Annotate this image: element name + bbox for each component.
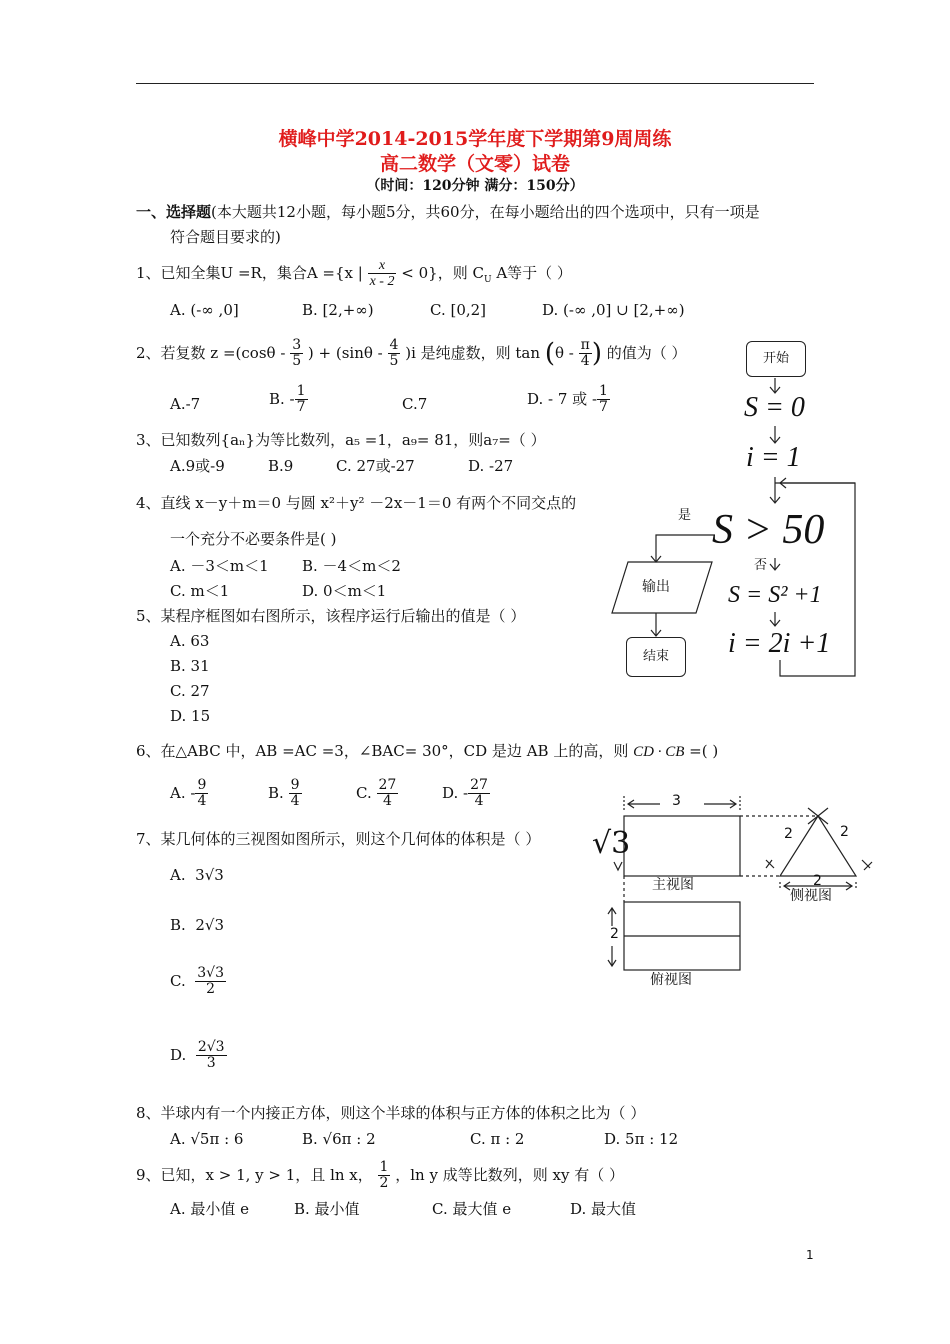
top-view-label: 俯视图	[650, 972, 692, 988]
q1-stem: 1、已知全集U =R，集合A ={x | $\frac{x}{x - 2}$ < 0}，则 $C_U$ A等于（ ）	[136, 258, 572, 290]
q8-option-c[interactable]: C. π : 2	[470, 1130, 525, 1148]
flowchart-update-s: S = S² +1	[728, 582, 822, 608]
q9-option-d[interactable]: D. 最大值	[570, 1200, 637, 1218]
side-view-label: 侧视图	[790, 888, 832, 904]
q2-stem-text: 2、若复数 z =(cosθ -	[136, 343, 286, 362]
q1-option-a[interactable]: A. (-∞ ,0]	[170, 301, 239, 319]
q3-stem: 3、已知数列{aₙ}为等比数列，a₅ =1，a₉= 81，则a₇=（ ）	[136, 431, 546, 449]
q6-option-d[interactable]: D. - $\frac{27}{4}$	[442, 777, 488, 810]
q9-stem-text: 9、已知，x > 1, y > 1，且 ln x，	[136, 1165, 373, 1184]
q1-stem-end: A等于（ ）	[496, 263, 572, 282]
q7-option-c[interactable]: C. $\frac{3√3}{2}$	[170, 965, 225, 998]
q8-option-b[interactable]: B. √6π : 2	[302, 1130, 376, 1148]
q9-option-a[interactable]: A. 最小值 e	[170, 1200, 250, 1218]
q5-option-d[interactable]: D. 15	[170, 707, 211, 725]
front-view-label: 主视图	[652, 877, 694, 893]
title-line-1: 横峰中学2014-2015学年度下学期第9周周练	[278, 128, 672, 150]
flowchart-update-i: i = 2i +1	[728, 628, 831, 659]
q5-option-c[interactable]: C. 27	[170, 682, 210, 700]
q2-stem-end: 的值为（ ）	[606, 343, 687, 362]
q9-stem	[136, 1160, 624, 1192]
q6-vector-product: CD · CB	[633, 744, 685, 760]
q2-fraction-2: $\frac{4}{5}$	[389, 337, 399, 370]
q7-stem: 7、某几何体的三视图如图所示，则这个几何体的体积是（ ）	[136, 830, 541, 848]
q4-option-d[interactable]: D. 0＜m＜1	[302, 582, 387, 600]
q2-option-a[interactable]: A.-7	[170, 395, 201, 413]
top-rule	[136, 83, 814, 84]
dim-side-right: 2	[840, 824, 849, 840]
flowchart-output: 输出	[642, 579, 670, 595]
flowchart-start: 开始	[746, 341, 806, 377]
dim-front-width: 3	[672, 793, 681, 809]
q2-fraction-1: $\frac{3}{5}$	[292, 337, 302, 370]
q3-option-c[interactable]: C. 27或-27	[336, 457, 415, 475]
q7-option-a[interactable]: A. 3√3	[170, 866, 224, 884]
q2-stem: 2、若复数 z =(cosθ - $\frac{3}{5}$ ) + (sinθ - $\frac{4}{5}$ )i 是纯虚数，则 tan (θ - $\frac{\pi}{4}$ ) 的值为（ ）	[136, 337, 687, 370]
q5-stem: 5、某程序框图如右图所示，该程序运行后输出的值是（ ）	[136, 607, 526, 625]
q2-tan-arg: θ -	[554, 343, 574, 362]
q8-option-d[interactable]: D. 5π : 12	[604, 1130, 679, 1148]
flowchart-s-init: S = 0	[744, 392, 805, 423]
q1-option-d[interactable]: D. (-∞ ,0] ∪ [2,+∞)	[542, 301, 685, 319]
q9-option-b[interactable]: B. 最小值	[294, 1200, 360, 1218]
flowchart-yes-label: 是	[678, 508, 692, 523]
q1-fraction: $\frac{x}{x - 2}$	[369, 258, 395, 290]
q8-stem: 8、半球内有一个内接正方体，则这个半球的体积与正方体的体积之比为（ ）	[136, 1104, 646, 1122]
section-1-label: 一、选择题	[136, 203, 212, 221]
q9-fraction: $\frac{1}{2}$	[379, 1159, 389, 1192]
flowchart-no-label: 否	[754, 558, 768, 573]
title-line-2: 高二数学（文零）试卷	[379, 153, 570, 175]
dim-side-base: 2	[813, 873, 822, 889]
q3-option-d[interactable]: D. -27	[468, 457, 514, 475]
q2-stem-mid: ) + (sinθ -	[307, 343, 383, 362]
q7-option-b[interactable]: B. 2√3	[170, 916, 224, 934]
q6-stem-text: 6、在△ABC 中，AB =AC =3，∠BAC= 30°，CD 是边 AB 上的高，则	[136, 742, 629, 760]
exam-meta: （时间：120分钟 满分：150分）	[366, 178, 584, 194]
q1-stem-tail: < 0}，则 C	[401, 263, 484, 282]
q2-option-d[interactable]: D. - 7 或 - $\frac{1}{7}$	[527, 383, 608, 416]
q1-stem-text: 1、已知全集U =R，集合A ={x |	[136, 263, 363, 282]
dim-top-depth: 2	[610, 926, 619, 942]
q5-option-a[interactable]: A. 63	[170, 632, 210, 650]
q6-option-c[interactable]: C. $\frac{27}{4}$	[356, 777, 397, 810]
section-1-desc-2: 符合题目要求的)	[170, 228, 281, 246]
q4-option-a[interactable]: A. －3＜m＜1	[170, 557, 269, 575]
q9-stem-end: ，ln y 成等比数列，则 xy 有（ ）	[395, 1165, 624, 1184]
q6-option-b[interactable]: B. $\frac{9}{4}$	[268, 777, 300, 810]
flowchart-i-init: i = 1	[746, 442, 801, 473]
flowchart-condition: S > 50	[712, 507, 825, 553]
front-height-label: √3	[592, 826, 631, 861]
section-1-desc: (本大题共12小题，每小题5分，共60分，在每小题给出的四个选项中，只有一项是	[211, 203, 760, 221]
q7-option-d[interactable]: D. $\frac{2√3}{3}$	[170, 1039, 225, 1072]
q2-stem-mid2: )i 是纯虚数，则 tan	[405, 343, 541, 362]
q8-option-a[interactable]: A. √5π : 6	[170, 1130, 244, 1148]
section-1-heading	[136, 203, 760, 221]
q4-stem-2: 一个充分不必要条件是( )	[170, 530, 337, 548]
q6-stem-end: =( )	[689, 742, 719, 760]
q4-option-b[interactable]: B. －4＜m＜2	[302, 557, 401, 575]
q5-option-b[interactable]: B. 31	[170, 657, 210, 675]
q4-option-c[interactable]: C. m＜1	[170, 582, 230, 600]
three-view-diagram	[600, 790, 890, 990]
q2-option-b[interactable]: B. - $\frac{1}{7}$	[269, 383, 306, 416]
q1-option-c[interactable]: C. [0,2]	[430, 301, 487, 319]
dim-side-left: 2	[784, 826, 793, 842]
q6-option-a[interactable]: A. - $\frac{9}{4}$	[170, 777, 207, 810]
flowchart-end: 结束	[626, 637, 686, 677]
q6-stem	[136, 742, 718, 761]
q2-option-c[interactable]: C.7	[402, 395, 428, 413]
q2-pi-fraction: $\frac{\pi}{4}$	[580, 337, 590, 370]
q3-option-a[interactable]: A.9或-9	[170, 457, 225, 475]
q4-stem: 4、直线 x－y＋m＝0 与圆 x²＋y² －2x－1＝0 有两个不同交点的	[136, 494, 577, 512]
q1-option-b[interactable]: B. [2,+∞)	[302, 301, 374, 319]
q9-option-c[interactable]: C. 最大值 e	[432, 1200, 512, 1218]
page-number: 1	[806, 1248, 814, 1262]
q3-option-b[interactable]: B.9	[268, 457, 294, 475]
